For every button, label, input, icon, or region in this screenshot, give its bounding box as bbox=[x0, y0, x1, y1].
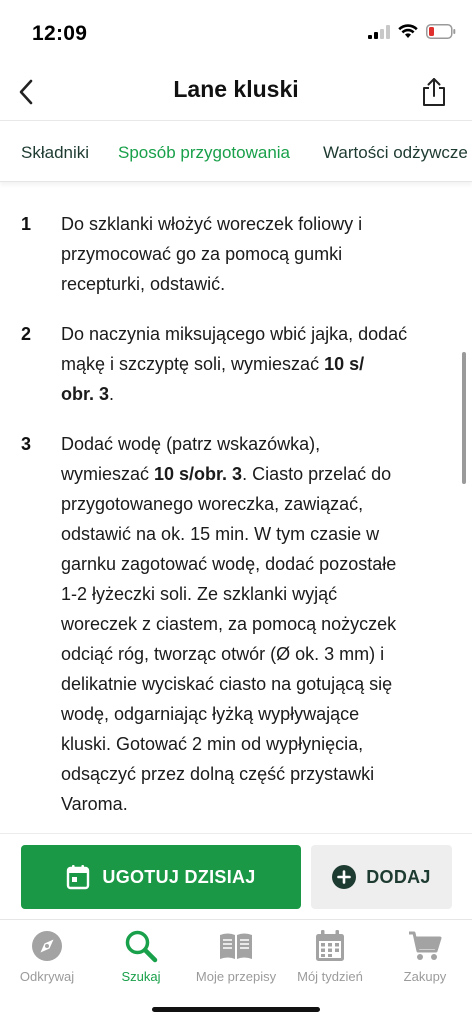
step-line: wodę, odgarniając łyżką wypływające bbox=[61, 704, 360, 724]
page-title: Lane kluski bbox=[173, 76, 299, 102]
step-line: Do szklanki włożyć woreczek foliowy i bbox=[61, 214, 363, 234]
nav-label: Szukaj bbox=[121, 969, 161, 984]
cart-icon bbox=[408, 930, 442, 962]
step-number: 3 bbox=[21, 434, 32, 454]
nav-label: Mój tydzień bbox=[297, 969, 363, 984]
navigation-bar bbox=[0, 62, 472, 120]
step-line: Do naczynia miksującego wbić jajka, dodać bbox=[61, 324, 408, 344]
step-setting: 10 s/obr. 3 bbox=[154, 464, 243, 484]
recipe-tabs bbox=[0, 120, 472, 182]
step-setting: obr. 3 bbox=[61, 384, 110, 404]
step-line: wymieszać bbox=[61, 464, 155, 484]
plus-circle-icon bbox=[332, 865, 356, 889]
nav-item-my-recipes[interactable] bbox=[189, 928, 283, 984]
step-line: Varoma. bbox=[61, 794, 128, 814]
step-setting: 10 s/ bbox=[324, 354, 365, 374]
step-text bbox=[61, 209, 453, 299]
step-number: 1 bbox=[21, 214, 32, 234]
tab-ingredients[interactable]: Składniki bbox=[21, 143, 90, 162]
add-button[interactable] bbox=[311, 845, 452, 909]
step-line: przygotowanego woreczka, zawiązać, bbox=[61, 494, 364, 514]
status-bar bbox=[0, 0, 472, 60]
share-icon bbox=[421, 77, 447, 107]
step-line: odstawić na ok. 15 min. W tym czasie w bbox=[61, 524, 380, 544]
cook-today-label: UGOTUJ DZISIAJ bbox=[102, 866, 256, 887]
preparation-steps bbox=[0, 183, 472, 833]
step-line: garnku zagotować wodę, dodać pozostałe bbox=[61, 554, 397, 574]
step-line: kluski. Gotować 2 min od wypłynięcia, bbox=[61, 734, 364, 754]
action-bar bbox=[0, 833, 472, 919]
step-text bbox=[61, 319, 453, 409]
step-line: Dodać wodę (patrz wskazówka), bbox=[61, 434, 321, 454]
calendar-icon bbox=[66, 864, 90, 890]
step-text bbox=[61, 429, 453, 819]
nav-item-search[interactable] bbox=[94, 928, 188, 984]
step-line: 1-2 łyżeczki soli. Ze szklanki wyjąć bbox=[61, 584, 338, 604]
step-line: recepturki, odstawić. bbox=[61, 274, 226, 294]
status-time: 12:09 bbox=[32, 22, 88, 45]
compass-icon bbox=[31, 930, 63, 962]
step-line: przymocować go za pomocą gumki bbox=[61, 244, 343, 264]
nav-item-my-week[interactable] bbox=[283, 928, 377, 984]
step-line: odciąć róg, tworząc otwór (Ø ok. 3 mm) i bbox=[61, 644, 385, 664]
step-line: delikatnie wyciskać ciasto na gotującą się bbox=[61, 674, 393, 694]
status-icons bbox=[368, 24, 456, 39]
cellular-signal-icon bbox=[368, 25, 390, 39]
home-indicator[interactable] bbox=[152, 1007, 320, 1012]
cook-today-button[interactable] bbox=[21, 845, 301, 909]
search-icon bbox=[124, 929, 158, 963]
share-button[interactable] bbox=[414, 70, 454, 114]
nav-label: Moje przepisy bbox=[195, 969, 277, 984]
wifi-icon bbox=[398, 24, 418, 39]
calendar-icon bbox=[315, 930, 345, 962]
step-line: . bbox=[109, 384, 115, 404]
step-number: 2 bbox=[21, 324, 32, 344]
step-line: mąkę i szczyptę soli, wymieszać bbox=[61, 354, 325, 374]
book-icon bbox=[218, 931, 254, 961]
scrollbar[interactable] bbox=[462, 352, 466, 484]
nav-label: Zakupy bbox=[403, 969, 447, 984]
battery-low-icon bbox=[426, 24, 456, 39]
step-line: . Ciasto przelać do bbox=[242, 464, 392, 484]
tab-preparation[interactable]: Sposób przygotowania bbox=[118, 143, 291, 162]
nav-item-discover[interactable] bbox=[0, 928, 94, 984]
tab-nutrition[interactable]: Wartości odżywcze bbox=[323, 143, 468, 162]
nav-item-shopping[interactable] bbox=[378, 928, 472, 984]
nav-label: Odkrywaj bbox=[19, 969, 75, 984]
step-line: woreczek z ciastem, za pomocą nożyczek bbox=[61, 614, 397, 634]
step-line: odsączyć przez dolną część przystawki bbox=[61, 764, 375, 784]
add-label: DODAJ bbox=[366, 866, 431, 887]
